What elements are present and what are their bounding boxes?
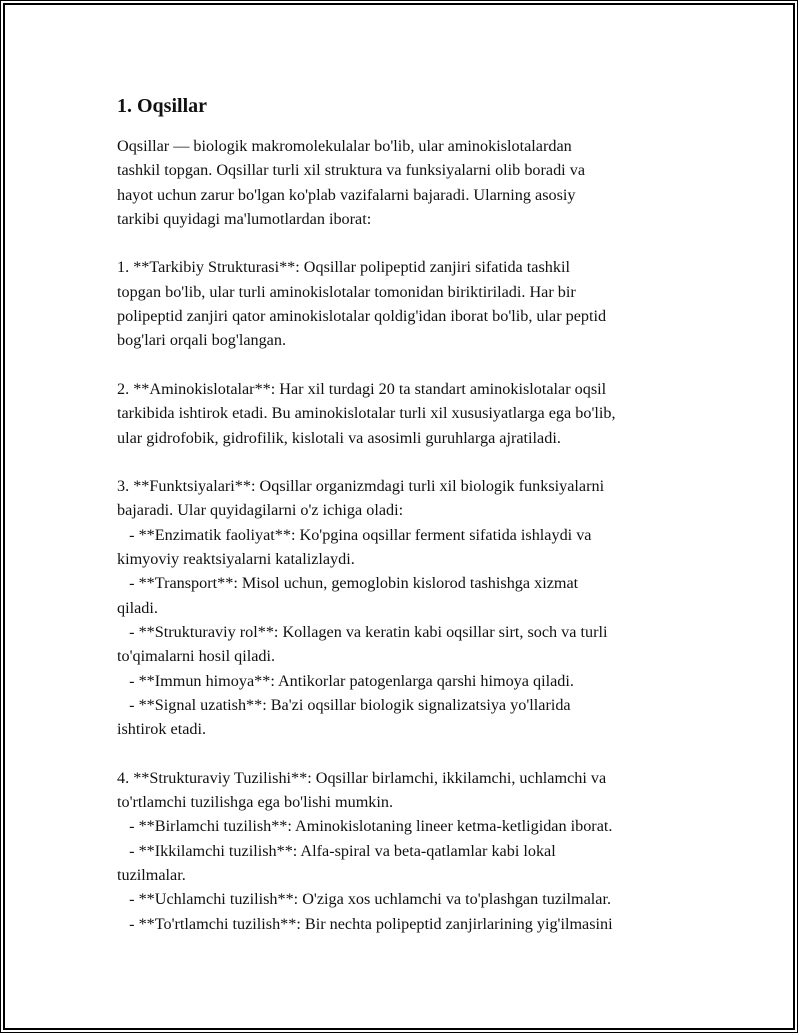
text-line: hayot uchun zarur bo'lgan ko'plab vazifalarni bajaradi. Ularning asosiy [117, 185, 576, 204]
text-line: tarkibida ishtirok etadi. Bu aminokislotalar turli xil xususiyatlarga ega bo'lib, [117, 404, 616, 423]
text-line: kimyoviy reaktsiyalarni katalizlaydi. [117, 550, 355, 569]
text-line: Oqsillar — biologik makromolekulalar bo'lib, ular aminokislotalardan [117, 137, 572, 155]
aminoacids-paragraph [117, 377, 697, 450]
text-line: - **To'rtlamchi tuzilish**: Bir nechta polipeptid zanjirlarining yig'ilmasini [117, 914, 613, 933]
text-line: topgan bo'lib, ular turli aminokislotalar tomonidan biriktiriladi. Har bir [117, 282, 576, 301]
text-line: to'qimalarni hosil qiladi. [117, 647, 276, 666]
text-line: - **Signal uzatish**: Ba'zi oqsillar biologik signalizatsiya yo'llarida [117, 695, 571, 714]
text-line: - **Transport**: Misol uchun, gemoglobin kislorod tashishga xizmat [117, 574, 579, 593]
text-line: ishtirok etadi. [117, 720, 207, 739]
text-line: polipeptid zanjiri qator aminokislotalar qoldig'idan iborat bo'lib, ular peptid [117, 307, 607, 326]
section-heading: 1. Oqsillar [117, 95, 208, 117]
text-line: - **Strukturaviy rol**: Kollagen va keratin kabi oqsillar sirt, soch va turli [117, 622, 608, 641]
text-line: tuzilmalar. [117, 865, 186, 884]
text-line: - **Enzimatik faoliyat**: Ko'pgina oqsillar ferment sifatida ishlaydi va [117, 525, 592, 544]
functions-paragraph [117, 474, 697, 741]
text-line: - **Immun himoya**: Antikorlar patogenlarga qarshi himoya qiladi. [117, 671, 574, 690]
text-line: ular gidrofobik, gidrofilik, kislotali va asosimli guruhlarga ajratiladi. [117, 428, 561, 447]
text-line: qiladi. [117, 598, 158, 617]
intro-paragraph [117, 134, 697, 231]
text-line: - **Ikkilamchi tuzilish**: Alfa-spiral va beta-qatlamlar kabi lokal [117, 841, 556, 860]
text-line: to'rtlamchi tuzilishga ega bo'lishi mumkin. [117, 793, 394, 812]
text-line: bog'lari orqali bog'langan. [117, 331, 287, 350]
text-line: 3. **Funktsiyalari**: Oqsillar organizmdagi turli xil biologik funksiyalarni [117, 477, 605, 496]
text-line: bajaradi. Ular quyidagilarni o'z ichiga oladi: [117, 501, 404, 520]
structure-paragraph [117, 255, 697, 352]
text-line: 1. **Tarkibiy Strukturasi**: Oqsillar polipeptid zanjiri sifatida tashkil [117, 258, 570, 277]
structural-levels-paragraph [117, 766, 697, 936]
text-line: 2. **Aminokislotalar**: Har xil turdagi 20 ta standart aminokislotalar oqsil [117, 379, 607, 398]
text-line: - **Birlamchi tuzilish**: Aminokislotaning lineer ketma-ketligidan iborat. [117, 817, 613, 836]
text-line: 4. **Strukturaviy Tuzilishi**: Oqsillar birlamchi, ikkilamchi, uchlamchi va [117, 768, 607, 787]
document-body [117, 94, 697, 960]
text-line: tarkibi quyidagi ma'lumotlardan iborat: [117, 209, 372, 228]
text-line: - **Uchlamchi tuzilish**: O'ziga xos uchlamchi va to'plashgan tuzilmalar. [117, 890, 612, 909]
text-line: tashkil topgan. Oqsillar turli xil struktura va funksiyalarni olib boradi va [117, 161, 585, 180]
